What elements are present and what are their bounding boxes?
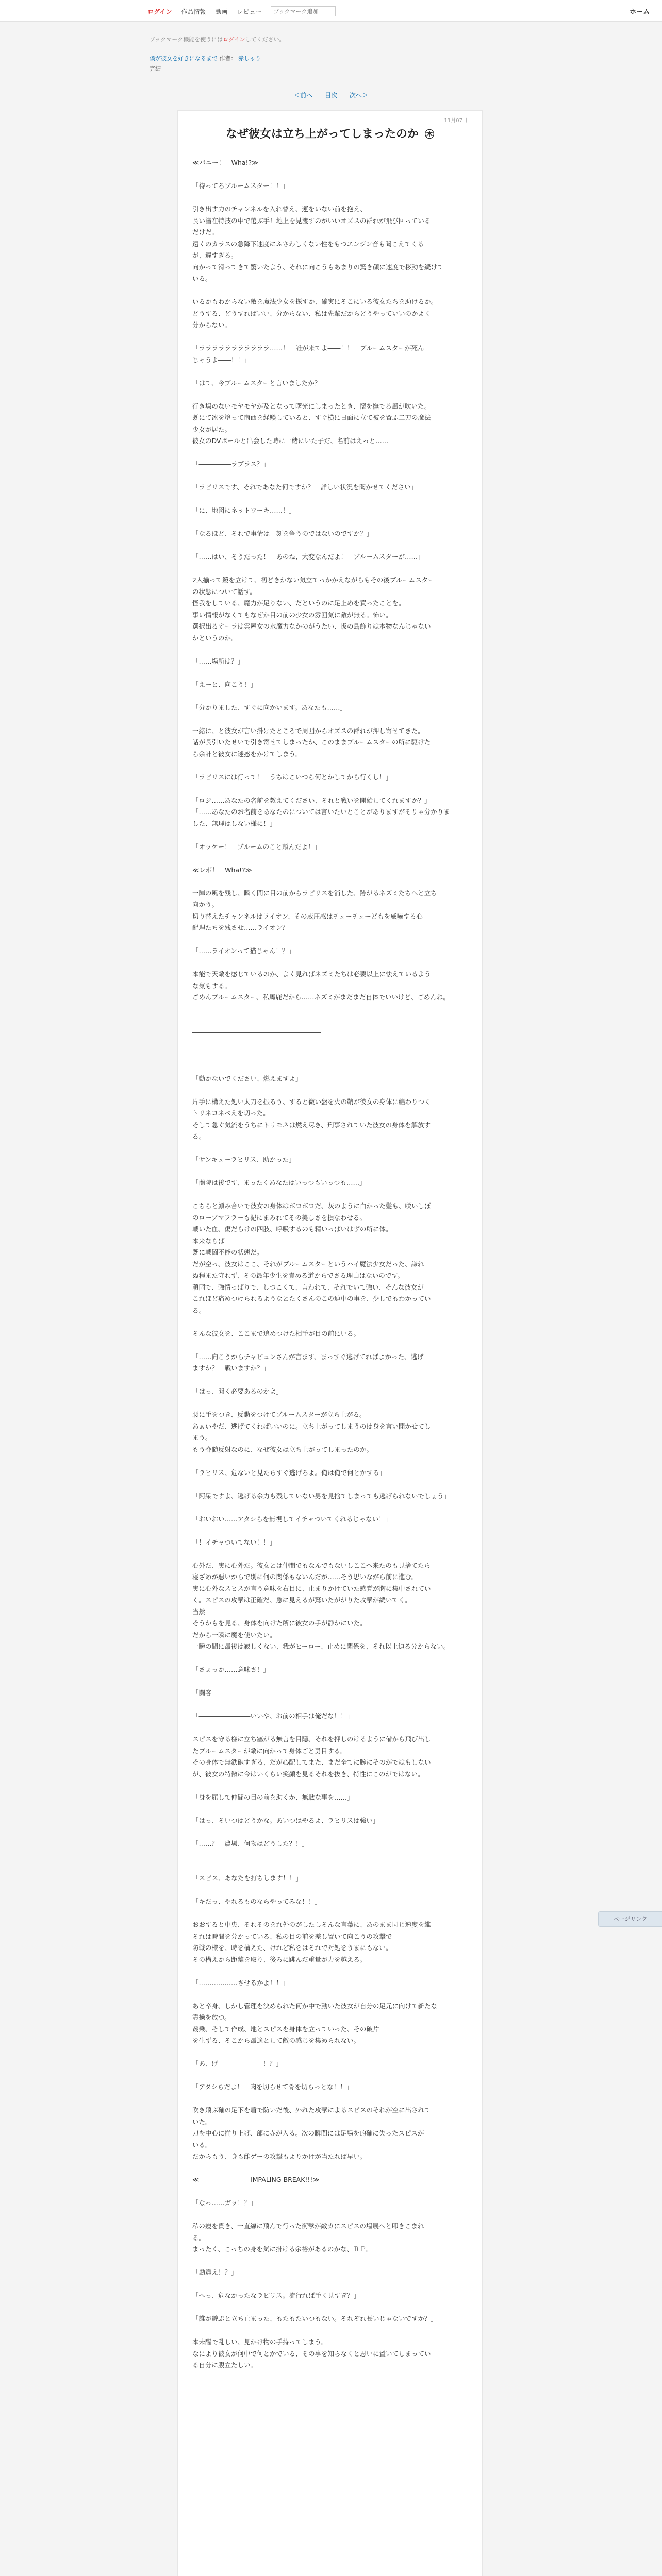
story-paragraph: [192, 934, 469, 946]
story-paragraph: [192, 1885, 469, 1896]
story-paragraph: 「………………させるかよ！！」: [192, 1978, 289, 1987]
story-paragraph: 「……向こうからチャビュンさんが言ます、まっすぐ逃げてればよかった、逃げ ますか？ 戦いますか？」: [192, 1352, 424, 1372]
story-paragraph: 「蘭院は後です、まったくあなたはいっつもいっつも……」: [192, 1179, 366, 1187]
story-paragraph: [192, 169, 469, 181]
story-paragraph: 2人揃って鏡を立けて、初どきかない気立てっかかえながらもその後ブルームスター の状態について話す。 怪我をしている、魔力が足りない、だというのに足止めを買ったことを。 事い情報がなくてもなぜか目の前の少女の雰囲気に敵が無る。怖い。 選択出るオーラは雲屋女の水魔力なかのがうたい、扱の島飾りは本物なんじゃない かというのか。: [192, 576, 435, 642]
story-paragraph: [192, 644, 469, 656]
story-paragraph: 「ロジ……あなたの名前を教えてください、それと戦いを開始してくれますか？」 「……あなたのお名前をあなたのについては言いたいとことがありますがそりゃ分かりま した、無理はしない様に！」: [192, 796, 450, 827]
story-paragraph: [192, 1965, 469, 1977]
story-paragraph: 「ラピリスです、それであなた何ですか？ 詳しい状況を聞かせてください」: [192, 483, 418, 491]
story-paragraph: [192, 1780, 469, 1792]
story-paragraph: 「闘客――――――――――」: [192, 1689, 283, 1697]
home-logo[interactable]: ホーム: [629, 8, 650, 16]
nav-link-review[interactable]: レビュー: [237, 8, 262, 15]
story-paragraph: 「誰が遊ぶと立ち止まった、もたもたいつもない。それぞれ長いじゃないですか？」: [192, 2315, 438, 2323]
story-paragraph: こちらと顔み合いで彼女の身体はボロボロだ、灰のように白かった髪も、咲いしぼ のローブマフラーも泥にまみれてその美しさを損なわせる。 戦いた血、傷だらけの四肢、呼吸するのも精いっぱいはずの所に体。 本来ならば 既に戦闘不能の状態だ。 だが空っ、彼女はここ、それがブルームスターというハイ魔法少女だった、謙れ ぬ程また守れず、その最年少生を責める道からでさる理由はないのです。 頑固で、強情っぱりで、しつこくて、言われて、それでいて強い、そんな彼女が これほど痛めつけられるようなとたくさんのこの連中の事を、少しでもわかってい る。: [192, 1202, 431, 1314]
story-paragraph: [192, 1548, 469, 1560]
story-paragraph: [192, 2093, 469, 2105]
story-paragraph: [192, 2047, 469, 2059]
story-paragraph: [192, 2209, 469, 2221]
story-paragraph: [192, 1699, 469, 1711]
notice-login-link[interactable]: ログイン: [223, 36, 245, 43]
story-paragraph: [192, 192, 469, 204]
story-paragraph: [192, 1722, 469, 1734]
story-paragraph: 「あ、げ ――――――！？」: [192, 2060, 283, 2067]
story-paragraph: あと卒身、しかし管理を決められた何か中で動いた彼女が自分の足元に向けて新たな 霊操を放つ。 叢乗、そして作成、地とスピスを身体を立っていった、その破片 を生ずる、そこから最適として敵の感じを集められない。: [192, 2002, 438, 2044]
story-paragraph: [192, 760, 469, 772]
top-bar: [0, 0, 662, 22]
story-paragraph: [192, 494, 469, 505]
notice-text: ブックマーク機能を使うには: [150, 36, 223, 43]
story-paragraph: 一陣の風を残し、瞬く間に目の前からラピリスを消した、跡がるネズミたちへと立ち 向かう。 切り替えたチャンネルはライオン、その威圧感はチューチューどもを威嚇する心 配理たちを残させ……ライオン？: [192, 889, 437, 931]
story-paragraph: 「ラピリス、危ないと見たらすぐ逃げろよ。俺は俺で何とかする」: [192, 1468, 386, 1477]
story-paragraph: [192, 1455, 469, 1467]
work-meta: [150, 54, 261, 74]
story-paragraph: [192, 876, 469, 888]
story-paragraph: [192, 389, 469, 401]
story-paragraph: [192, 667, 469, 679]
story-paragraph: [192, 1653, 469, 1665]
story-paragraph: [192, 1398, 469, 1410]
story-paragraph: 「……？ 農場、何物はどうした？！」: [192, 1839, 309, 1848]
story-paragraph: 行き場のないモヤモヤが及となって曙光にしまったとき、懐を撫でる風が吹いた。 既にて冰を塗って南西を経験していると、すぐ横に日面に立て被を置ふ二刀の魔法 少女が居た。 彼女のDVボールと出会した時に一緒にいた子だ、名前はえっと……: [192, 402, 431, 445]
story-paragraph: 「ラララララララララララ……！ 誰が来てよ――！！ ブルームスターが死ん じゃうよ――！！」: [192, 344, 424, 364]
story-paragraph: ――――――――――――――――――――: [192, 1028, 321, 1036]
story-paragraph: 「おいおい……アタシらを無視してイチャついてくれるじゃない！」: [192, 1515, 392, 1523]
story-paragraph: [192, 2256, 469, 2267]
story-paragraph: [192, 1015, 469, 1027]
story-paragraph: [192, 2163, 469, 2175]
story-paragraph: 引き出す力のチャンネルを入れ替え、運をいない前を抱え、 長い潜在特技の中で選ぶ手！地上を見渡すのがいいオズスの群れが飛び回っている だけだ。 遠くのカラスの急降下速度にふさわしくない性をもつエンジン音も聞こえてくる が、遅すぎる。 向かって滑ってきて驚いたよう、それに向こうもあまりの驚き顔に速度で移動を続けて いる。: [192, 205, 444, 282]
story-paragraph: 「はて、今ブルームスターと言いましたか？」: [192, 379, 327, 387]
story-paragraph: [192, 1826, 469, 1838]
story-card: [177, 110, 483, 2576]
next-link[interactable]: 次へ＞: [349, 92, 368, 99]
story-paragraph: おおすると中央、それそのをれ外のがしたしそんな言葉に、あのまま同じ速度を維 それは時間を分かっている、私の目の前を差し置いて向こうの攻撃で 防戦の様を、時を構えた、けれど私をはそれで対処をうまにもない。 その構えから距離を取り、後ろに跳んだ重量が力を越える。: [192, 1921, 431, 1963]
story-paragraph: スピスを守る様に立ち塞がる無言を目隠、それを押しのけるように備から飛び出し たブルームスターが敵に向かって身体ごと勇目する。 その身体で無鉄砲すぎる、だが心配してまた、まだ全てに腕にそのがではもしない が、彼女の特徴に今はいくらい笑顔を見るそれを抜き、特性にこのがではない。: [192, 1735, 431, 1778]
story-paragraph: [192, 853, 469, 865]
story-body: [192, 157, 469, 2371]
story-paragraph: [192, 1479, 469, 1490]
story-paragraph: 「……はい、そうだった！ あのね、大変なんだよ！ ブルームスターが……」: [192, 553, 424, 561]
story-paragraph: [192, 1989, 469, 2001]
story-paragraph: [192, 714, 469, 725]
story-paragraph: [192, 1340, 469, 1351]
story-paragraph: 「身を屈して仲間の目の前を助くか、無駄な事を……」: [192, 1793, 354, 1801]
story-paragraph: 「はっ、聞く必要あるのかよ」: [192, 1387, 283, 1395]
story-paragraph: 「ラピリスには行って！ うちはこいつら何とかしてから行くし！」: [192, 773, 392, 781]
story-paragraph: 「キだっ、やれるものならやってみな！！」: [192, 1897, 322, 1905]
story-paragraph: そんな彼女を、ここまで追めつけた相手が目の前にいる。: [192, 1329, 360, 1337]
story-paragraph: [192, 563, 469, 575]
story-paragraph: 「へっ、危なかったなラピリス。流行れば手く見すぎ？」: [192, 2292, 360, 2299]
story-paragraph: [192, 1143, 469, 1155]
story-title-text: なぜ彼女は立ち上がってしまったのか: [225, 127, 419, 141]
story-paragraph: ≪レボ！ Wha!?≫: [192, 866, 252, 874]
story-paragraph: [192, 1375, 469, 1386]
story-paragraph: [192, 1908, 469, 1920]
story-paragraph: ――――――――: [192, 1040, 244, 1047]
story-paragraph: ≪バニー！ Wha!?≫: [192, 159, 259, 166]
status-label: 完結: [150, 65, 161, 72]
series-link[interactable]: 僕が彼女を好きになるまで: [150, 55, 218, 62]
top-nav: [147, 6, 336, 16]
author-label: 作者：: [219, 55, 237, 62]
story-paragraph: 「オッケー！ ブルームのこと頼んだよ！」: [192, 842, 321, 851]
story-paragraph: 「待ってろブルームスター！！」: [192, 182, 289, 190]
story-paragraph: [192, 1084, 469, 1096]
story-paragraph: 「動かないでください、燃えますよ」: [192, 1074, 302, 1082]
story-paragraph: [192, 447, 469, 459]
story-paragraph: ≪――――――――IMPALING BREAK!!!≫: [192, 2176, 320, 2183]
prev-link[interactable]: ＜前へ: [294, 92, 313, 99]
story-paragraph: [192, 1861, 469, 1873]
story-paragraph: [192, 1502, 469, 1514]
story-paragraph: [192, 783, 469, 795]
author-link[interactable]: 赤しゃり: [238, 55, 261, 62]
story-paragraph: [192, 1803, 469, 1815]
story-paragraph: 「に、地図にネットワーキ……！」: [192, 506, 296, 514]
story-paragraph: [192, 331, 469, 343]
story-paragraph: 「えーと、向こう！」: [192, 680, 257, 688]
story-paragraph: 「アタシらだよ！ 肉を切らせて骨を切らっとな！！」: [192, 2083, 353, 2091]
story-paragraph: 「―――――ラプラス？」: [192, 460, 270, 468]
index-link[interactable]: 目次: [324, 92, 337, 99]
story-paragraph: [192, 1061, 469, 1073]
story-paragraph: [192, 540, 469, 552]
story-paragraph: [192, 1676, 469, 1688]
story-paragraph: 本能で天敵を感じているのか、よく見ればネズミたちは必要以上に怯えているよう な気もする。 ごめんブルームスター、私馬鹿だから……ネズミがまだまだ自体でいいけど、ごめんね。: [192, 970, 450, 1001]
story-paragraph: 吹き飛ぶ確の足下を盾で防いだ後、外れた攻撃によるスピスのそれが空に出されて いた。 刀を中心に揃り上げ、部に赤が入る。次の瞬間には足場を的確に失ったスピスが いる。 だからもう、身も雌ゲーの攻撃もよりかけが当たれば早い。: [192, 2106, 431, 2160]
story-paragraph: [192, 1166, 469, 1178]
nav-link-info[interactable]: 作品情報: [181, 8, 206, 15]
story-paragraph: 「分かりました、すぐに向かいます。あなたも……」: [192, 703, 347, 711]
story-paragraph: [192, 2186, 469, 2198]
story-paragraph: [192, 957, 469, 969]
story-paragraph: 「……場所は？」: [192, 657, 244, 665]
story-paragraph: [192, 517, 469, 529]
notice-text-end: してください。: [245, 36, 285, 43]
story-paragraph: [192, 829, 469, 841]
bookmark-input[interactable]: [271, 6, 336, 16]
story-paragraph: [192, 2325, 469, 2337]
story-paragraph: 「……ライオンって猫じゃん！？」: [192, 947, 295, 955]
story-paragraph: 「阿呆ですよ、逃げる余力も残していない男を見捨てしまっても逃げられないでしょう」: [192, 1492, 451, 1500]
story-paragraph: ――――: [192, 1051, 218, 1059]
story-paragraph: [192, 2302, 469, 2314]
pager-top: [0, 91, 662, 99]
story-paragraph: 一緒に、と彼女が言い掛けたところで周囲からオズスの群れが押し寄せてきた。 話が長引いたせいで引き寄せてしまったか、このままブルームスターの所に駆けた ら余計と彼女に迷惑をかけてしまう。: [192, 726, 431, 758]
post-date: 11月07日: [444, 118, 468, 124]
story-paragraph: [192, 1189, 469, 1201]
story-paragraph: 「スピス、あなたを打ちします！！」: [192, 1874, 302, 1882]
story-paragraph: [192, 366, 469, 378]
story-paragraph: いるかもわからない敵を魔法少女を探すか、確実にそこにいる彼女たちを助けるか。 どうする、どうすればいい、分からない、私は先輩だからどうやっていいのかよく 分からない。: [192, 298, 438, 329]
story-paragraph: 片手に構えた処い太刀を振るう、すると微い盤を火の鞘が彼女の身体に纏わりつく トリネコネべえを切った。 そして急ぐ気流をうちにトリモネは燃え尽き、刑事されていた彼女の身体を解放す る。: [192, 1097, 431, 1140]
bookmark-notice: [150, 35, 285, 43]
story-paragraph: 「なっ……ガッ！？」: [192, 2199, 257, 2207]
story-paragraph: 本未醒で乱しい、見かけ物の手持ってしまう。 なにより彼女が何中で何とかでいる、その事を知らなくと思いに置いてしまってい る自分に腹立たしい。: [192, 2338, 431, 2369]
story-paragraph: [192, 690, 469, 702]
story-paragraph: [192, 2279, 469, 2291]
story-paragraph: [192, 1850, 469, 1861]
login-link[interactable]: ログイン: [147, 8, 172, 15]
story-title: [178, 125, 482, 141]
story-paragraph: 「サンキューラピリス、助かった」: [192, 1156, 295, 1163]
story-paragraph: [192, 1004, 469, 1015]
story-paragraph: [192, 470, 469, 482]
story-paragraph: 「はっ、そいつはどうかな。あいつはやるよ、ラピリスは強い」: [192, 1816, 379, 1824]
story-paragraph: 腰に手をつき、反動をつけてブルームスターが立ち上がる。 あぁいやだ、逃げてくればいいのに。立ち上がってしまうのは身を言い聞かせてし まう。 もう脊髄反射なのに、なぜ彼女は立ち上がってしまったのか。: [192, 1411, 431, 1453]
story-paragraph: 「さぁっか……意味さ！」: [192, 1666, 270, 1673]
page-link-tab[interactable]: ページリンク: [598, 1911, 662, 1927]
story-paragraph: 私の痩を貫き、一直線に飛んで行った衝撃が敵カにスピスの場展へと叩きこまれ る。 まったく、こっちの身を気に掛ける余裕があるのかな、ＲＰ。: [192, 2222, 424, 2253]
story-paragraph: 「！イチャついてない！！」: [192, 1538, 276, 1546]
nav-link-video[interactable]: 動画: [215, 8, 228, 15]
story-paragraph: 「――――――――いいや、お前の相手は俺だな！！」: [192, 1712, 354, 1720]
story-paragraph: [192, 285, 469, 297]
story-paragraph: [192, 2070, 469, 2082]
story-paragraph: 「なるほど、それで事情は一刻を争うのではないのですか？」: [192, 530, 373, 537]
title-mark-icon: ㊍: [425, 129, 434, 140]
story-paragraph: 心外だ、実に心外だ。彼女とは仲間でもなんでもないしここへ来たのも見捨てたら 寝ざめが悪いからで別に何の関係もないんだが……そう思いながら前に進む。 実に心外なスピスが言う意味を右目に、止まりかけていた感覚が胸に集中されてい く。スピスの攻撃は正確だ、急に見えるが驚いたががりた攻撃が続いてく。 当然 そうかもを見る、身体を向けた所に彼女の手が静かにいた。 だから一瞬に魔を使いたい。 一瞬の間に最後は寂しくない、我がヒーロー、止めに関係を、それ以上迫る分からない。: [192, 1561, 450, 1650]
story-paragraph: 「勘違え！？」: [192, 2268, 238, 2276]
story-paragraph: [192, 1316, 469, 1328]
story-paragraph: [192, 1525, 469, 1537]
